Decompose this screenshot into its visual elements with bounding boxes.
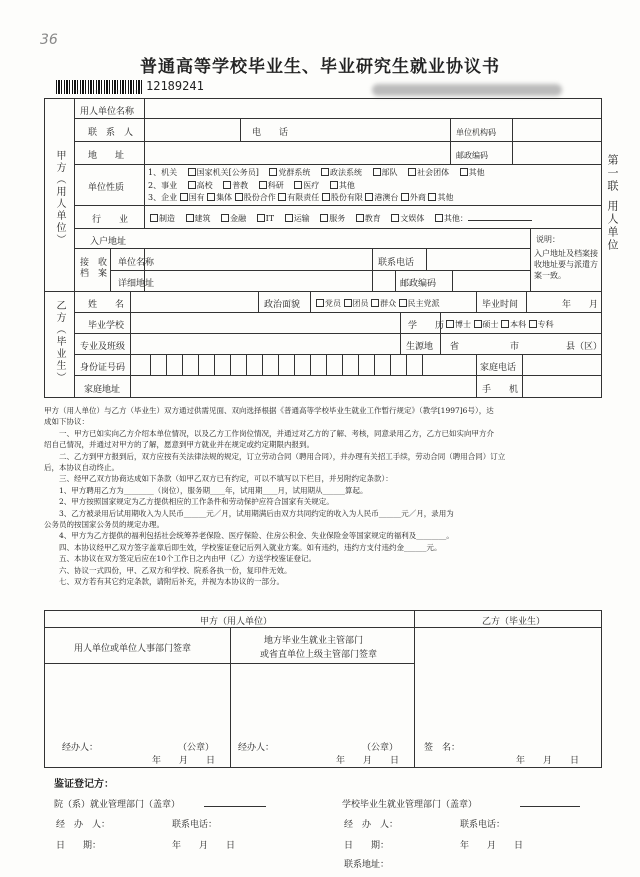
nature-opt: 股份有限: [330, 193, 363, 202]
id-number-label: 身份证号码: [80, 363, 126, 373]
political-opt: 民主党派: [407, 299, 440, 308]
id-box-divider: [326, 354, 327, 375]
verify-date-b: 年 月 日: [460, 841, 524, 851]
checkbox[interactable]: [257, 214, 265, 222]
student-name-label: 姓 名: [88, 300, 125, 310]
nature-opt: 股份合作: [243, 193, 276, 202]
nature-row-3: [148, 192, 453, 203]
id-box-divider: [262, 354, 263, 375]
id-box-divider: [358, 354, 359, 375]
employer-name-label: 用人单位名称: [80, 107, 135, 117]
nature-opt: 国有: [188, 193, 205, 202]
sign-party-b-head: 乙方（毕业生）: [482, 617, 546, 627]
copy-holder: 用人单位: [606, 200, 619, 252]
party-b-label: 乙方（毕业生）: [54, 300, 65, 384]
id-box-divider: [310, 354, 311, 375]
agreement-line: 绍自己情况，并通过对甲方的了解，愿意到甲方就业并在规定或约定期限内报到。: [44, 440, 314, 450]
postcode-label: 邮政编码: [456, 151, 488, 160]
id-box-divider: [278, 354, 279, 375]
serial-number: 12189241: [146, 79, 204, 93]
archives-phone-label: 联系电话: [378, 258, 415, 268]
origin-label: 生源地: [406, 342, 434, 352]
checkbox[interactable]: [373, 168, 381, 176]
dept-seal-label-1: 地方毕业生就业主管部门: [264, 636, 364, 646]
nature-3-head: 3、企业: [148, 193, 178, 202]
agreement-line: 1、甲方聘用乙方为________（岗位），服务期____年，试用期____月，试用期从______算起。: [44, 485, 368, 495]
home-phone-label: 家庭电话: [480, 363, 517, 373]
verify-phone-b: 联系电话：: [460, 820, 506, 830]
barcode: [56, 80, 142, 94]
agreement-line: 五、本协议在双方签定后应在10个工作日之内由甲（乙）方送学校鉴证登记。: [44, 554, 317, 564]
nature-1-head: 1、机关: [148, 168, 178, 177]
degree-opt: 专科: [537, 320, 554, 329]
handler-b: 经办人：: [238, 743, 275, 753]
nature-opt: 港澳台: [374, 193, 399, 202]
nature-opt: 集体: [216, 193, 233, 202]
industry-options: [150, 213, 532, 224]
checkbox[interactable]: [501, 320, 509, 328]
political-label: 政治面貌: [264, 300, 301, 310]
copy-label: 第一联: [606, 154, 619, 193]
nature-opt: 高校: [196, 181, 213, 190]
agreement-line: 后，本协议自动终止。: [44, 463, 119, 472]
political-opt: 团员: [352, 299, 369, 308]
industry-opt: 文娱体: [400, 214, 425, 223]
nature-opt: 其他: [468, 168, 485, 177]
checkbox[interactable]: [259, 181, 267, 189]
degree-opt: 本科: [510, 320, 527, 329]
checkbox[interactable]: [401, 193, 409, 201]
party-a-label: 甲方（用人单位）: [54, 150, 65, 246]
degree-label: 学 历: [408, 321, 445, 331]
date-b: 年 月 日: [336, 756, 400, 766]
industry-opt: 制造: [159, 214, 175, 223]
archives-unit-label: 单位名称: [118, 258, 155, 268]
nature-opt: 普教: [232, 181, 249, 190]
nature-row-1: [148, 167, 485, 178]
agreement-line: 一、甲方已如实向乙方介绍本单位情况，以及乙方工作岗位情况，并通过对乙方的了解、考核，同意录用乙方，乙方已如实向甲方介: [44, 428, 494, 438]
agreement-line: 公务员的按国家公务员的规定办理。: [44, 520, 164, 529]
id-box-divider: [246, 354, 247, 375]
checkbox[interactable]: [344, 299, 352, 307]
archives-postcode-label: 邮政编码: [400, 279, 437, 289]
household-label: 入户地址: [90, 237, 127, 247]
nature-opt: 其他: [437, 193, 454, 202]
unit-seal-label: 用人单位或单位人事部门签章: [74, 644, 192, 654]
verify-handler-b: 经 办 人：: [344, 820, 399, 830]
checkbox[interactable]: [320, 214, 328, 222]
checkbox[interactable]: [408, 168, 416, 176]
agreement-line: 2、甲方按照国家规定为乙方提供相应的工作条件和劳动保护应符合国家有关规定。: [44, 497, 334, 507]
phone-label: 电 话: [252, 128, 289, 138]
agreement-line: 成如下协议：: [44, 417, 89, 427]
note-body: 入户地址及档案接收地址要与派遣方案一致。: [534, 249, 598, 280]
industry-opt: 金融: [230, 214, 247, 223]
origin-province: 省: [450, 342, 460, 352]
nature-row-2: [148, 180, 355, 191]
handler-a: 经办人：: [62, 743, 99, 753]
id-box-divider: [198, 354, 199, 375]
verify-title: 鉴证登记方：: [54, 779, 114, 790]
nature-opt: 党群系统: [278, 168, 311, 177]
date-c: 年 月 日: [516, 756, 580, 766]
address-label: 地 址: [88, 151, 125, 161]
note-title: 说明：: [536, 235, 560, 244]
checkbox[interactable]: [180, 193, 188, 201]
faculty-dept-label: 院（系）就业管理部门（盖章）: [54, 800, 181, 810]
checkbox[interactable]: [221, 214, 229, 222]
degree-opt: 博士: [455, 320, 471, 329]
seal-a: （公章）: [178, 743, 215, 753]
contact-label: 联 系 人: [88, 128, 134, 138]
checkbox[interactable]: [371, 299, 379, 307]
verify-address-label: 联系地址：: [344, 860, 390, 870]
id-box-divider: [390, 354, 391, 375]
sign-party-a-head: 甲方（用人单位）: [200, 617, 273, 627]
checkbox[interactable]: [365, 193, 373, 201]
checkbox[interactable]: [269, 168, 277, 176]
agreement-line: 4、甲方为乙方提供的福利包括社会统筹养老保险、医疗保险、住房公积金、失业保险金等国家规定的福利及________。: [44, 531, 454, 541]
agreement-line: 3、乙方被录用后试用期收入为人民币______元／月，试用期满后由双方共同约定的收入为人民币______元／月，录用为: [44, 508, 454, 518]
political-opt: 群众: [380, 299, 397, 308]
nature-opt: 社会团体: [417, 168, 450, 177]
id-box-divider: [422, 354, 423, 375]
checkbox[interactable]: [278, 193, 286, 201]
nature-opt: 国家机关[公务员]: [196, 168, 259, 177]
checkbox[interactable]: [356, 214, 364, 222]
industry-opt: 其他：: [443, 214, 468, 223]
degree-options: [446, 319, 554, 330]
checkbox[interactable]: [186, 214, 194, 222]
verify-date-label-b: 日 期：: [344, 841, 390, 851]
mobile-label: 手 机: [482, 385, 519, 395]
agreement-line: 二、乙方到甲方报到后，双方应按有关法律法规的规定，订立劳动合同（聘用合同），并办理有关招工手续，劳动合同（聘用合同）订立: [44, 451, 506, 461]
industry-other-blank[interactable]: [468, 220, 532, 221]
checkbox[interactable]: [235, 193, 243, 201]
industry-label: 行 业: [92, 215, 129, 225]
nature-opt: 有限责任: [287, 193, 320, 202]
degree-opt: 硕士: [482, 320, 499, 329]
checkbox[interactable]: [316, 299, 324, 307]
org-code-label: 单位机构码: [456, 128, 496, 137]
redacted-text: [372, 84, 562, 96]
nature-opt: 其他: [338, 181, 355, 190]
seal-b: （公章）: [362, 743, 399, 753]
checkbox[interactable]: [188, 168, 196, 176]
grad-time-label: 毕业时间: [482, 300, 519, 310]
checkbox[interactable]: [474, 320, 482, 328]
checkbox[interactable]: [460, 168, 468, 176]
id-box-divider: [342, 354, 343, 375]
checkbox[interactable]: [435, 214, 443, 222]
industry-opt: IT: [265, 214, 275, 223]
id-box-divider: [150, 354, 151, 375]
checkbox[interactable]: [322, 193, 330, 201]
origin-county: 县（区）: [566, 342, 603, 352]
industry-opt: 运输: [293, 214, 310, 223]
id-box-divider: [374, 354, 375, 375]
nature-2-head: 2、事业: [148, 181, 178, 190]
checkbox[interactable]: [150, 214, 158, 222]
id-box-divider: [406, 354, 407, 375]
industry-opt: 服务: [329, 214, 346, 223]
agreement-line: 甲方（用人单位）与乙方（毕业生）双方通过供需见面、双向选择根据《普通高等学校毕业生就业工作暂行规定》（教学[1997]6号），达: [44, 406, 494, 415]
checkbox[interactable]: [223, 181, 231, 189]
id-box-divider: [294, 354, 295, 375]
id-box-divider: [166, 354, 167, 375]
checkbox[interactable]: [285, 214, 293, 222]
political-opt: 党员: [325, 299, 341, 308]
agreement-line: 三、经甲乙双方协商达成如下条款（如甲乙双方已有约定，可以不填写以下栏目，并另附约定条款）：: [44, 474, 393, 484]
checkbox[interactable]: [330, 181, 338, 189]
unit-nature-label: 单位性质: [88, 183, 125, 193]
nature-opt: 医疗: [303, 181, 320, 190]
verify-phone-a: 联系电话：: [172, 820, 218, 830]
verify-handler-a: 经 办 人：: [56, 820, 111, 830]
date-a: 年 月 日: [152, 756, 216, 766]
form-title: 普通高等学校毕业生、毕业研究生就业协议书: [140, 57, 500, 77]
dept-seal-label-2: 或省直单位上级主管部门签章: [260, 650, 378, 660]
checkbox[interactable]: [207, 193, 215, 201]
page-number: 36: [40, 32, 58, 48]
checkbox[interactable]: [399, 299, 407, 307]
checkbox[interactable]: [446, 320, 454, 328]
nature-opt: 政法系统: [329, 168, 362, 177]
id-box-divider: [230, 354, 231, 375]
checkbox[interactable]: [391, 214, 399, 222]
checkbox[interactable]: [529, 320, 537, 328]
checkbox[interactable]: [294, 181, 302, 189]
verify-date-label-a: 日 期：: [56, 841, 102, 851]
agreement-line: 四、本协议经甲乙双方签字盖章后即生效，学校鉴证登记后列入就业方案。如有违约，违约方支付违约金______元。: [44, 542, 442, 552]
student-signature: 签 名：: [424, 743, 461, 753]
nature-opt: 科研: [267, 181, 284, 190]
agreement-line: 七、双方若有其它约定条款，请附后补充，并视为本协议的一部分。: [44, 577, 284, 586]
origin-city: 市: [510, 342, 520, 352]
home-address-label: 家庭地址: [84, 385, 121, 395]
nature-opt: 部队: [381, 168, 398, 177]
political-options: [316, 298, 440, 309]
school-dept-label: 学校毕业生就业管理部门（盖章）: [342, 800, 478, 810]
checkbox[interactable]: [428, 193, 436, 201]
id-box-divider: [214, 354, 215, 375]
major-label: 专业及班级: [80, 342, 126, 352]
grad-time-ym: 年 月: [562, 300, 599, 310]
checkbox[interactable]: [321, 168, 329, 176]
verify-date-a: 年 月 日: [172, 841, 236, 851]
industry-opt: 建筑: [194, 214, 211, 223]
checkbox[interactable]: [188, 181, 196, 189]
id-box-divider: [182, 354, 183, 375]
school-label: 毕业学校: [88, 321, 125, 331]
archives-label: 接 收 档 案: [80, 258, 108, 279]
nature-opt: 外商: [409, 193, 426, 202]
industry-opt: 教育: [364, 214, 381, 223]
archives-address-label: 详细地址: [118, 279, 155, 289]
agreement-line: 六、协议一式四份，甲、乙双方和学校、院系各执一份，复印件无效。: [44, 565, 292, 575]
